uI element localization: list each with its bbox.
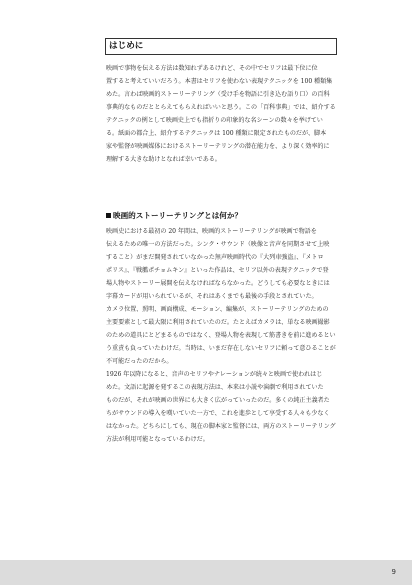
- section-title-box: [105, 38, 337, 55]
- body-paragraph-3: [106, 368, 344, 446]
- body-line: はなかった。どちらにしても、現在の脚本家と監督には、両方のストーリーテリング: [106, 423, 336, 430]
- body-paragraph-2: [106, 303, 344, 368]
- body-line: 場人物やストーリー展開を伝えなければならなかった。どうしても必要なときには: [106, 280, 330, 287]
- body-line: 伝えるための唯一の方法だった。シンク・サウンド（映像と音声を同期させて上映: [106, 241, 330, 248]
- body-line: 方法が利用可能となっているわけだ。: [106, 436, 209, 443]
- intro-line: る。紙面の都合上、紹介するテクニックは 100 種類に限定されたものだが、脚本: [106, 130, 327, 137]
- body-line: 主要要素として最大限に利用されていたのだ。たとえばカメラは、単なる映画撮影: [106, 319, 330, 326]
- intro-line: 映画で事物を伝える方法は数知れずあるけれど、その中でセリフは最下位に位: [106, 65, 318, 72]
- sub-heading-text: 映画的ストーリーテリングとは何か？: [113, 211, 243, 220]
- intro-line: 置すると考えていいだろう。本書はセリフを使わない表現テクニックを 100 種類集: [106, 78, 333, 85]
- intro-paragraph: [106, 62, 344, 166]
- body-line: すること）がまだ開発されていなかった無声映画時代の『大列車強盗』、『メトロ: [106, 254, 324, 261]
- intro-line: 家や監督が映画媒体におけるストーリーテリングの潜在能力を、より深く効率的に: [106, 143, 330, 150]
- body-line: 映画史における最初の 20 年間は、映画的ストーリーテリングが映画で物語を: [106, 228, 317, 235]
- intro-line: テクニックの例として映画史上でも指折りの印象的な名シーンの数々を挙げてい: [106, 117, 323, 124]
- body-line: のための道具にとどまるものではなく、登場人物を表現して筋書きを前に進めるとい: [106, 332, 336, 339]
- bullet-square-icon: [106, 213, 111, 218]
- intro-line: めた。言わば映画的ストーリーテリング（受け手を物語に引き込む語り口）の百科: [106, 91, 330, 98]
- body-line: 字幕カードが用いられているが、それはあくまでも最後の手段とされていた。: [106, 293, 318, 300]
- sub-heading: [106, 210, 242, 222]
- intro-line: 事典的なものだととらえてもらえればいいと思う。この「百科事典」では、紹介する: [106, 104, 336, 111]
- body-line: ちがサウンドの導入を嘆いていた一方で、これを進歩として享受する人々も少なく: [106, 410, 330, 417]
- body-line: 1926 年以降になると、音声のセリフやナレーションが続々と映画で使われはじ: [106, 371, 323, 378]
- body-paragraph-1: [106, 225, 344, 303]
- body-line: ものだが、それが映画の世界にも大きく広がっていったのだ。多くの純正主義者た: [106, 397, 330, 404]
- body-line: う重責も負っていたわけだ。当時は、いまだ存在しないセリフに頼って意ひることが: [106, 345, 336, 352]
- page-number: 9: [391, 568, 396, 576]
- page-footer-band: [0, 560, 412, 585]
- body-line: 不可能だったのだから。: [106, 358, 173, 365]
- intro-line: 理解する大きな助けとなれば幸いである。: [106, 156, 221, 163]
- section-title: はじめに: [109, 41, 144, 51]
- body-line: カメラ位置、照明、画面構成、モーション、編集が、ストーリーテリングのための: [106, 306, 329, 313]
- body-line: めた。文語に起源を発するこの表現方法は、本来は小説や演劇で利用されていた: [106, 384, 324, 391]
- body-line: ポリス』、『戦艦ポチョムキン』といった作品は、セリフ以外の表現テクニックで登: [106, 267, 329, 274]
